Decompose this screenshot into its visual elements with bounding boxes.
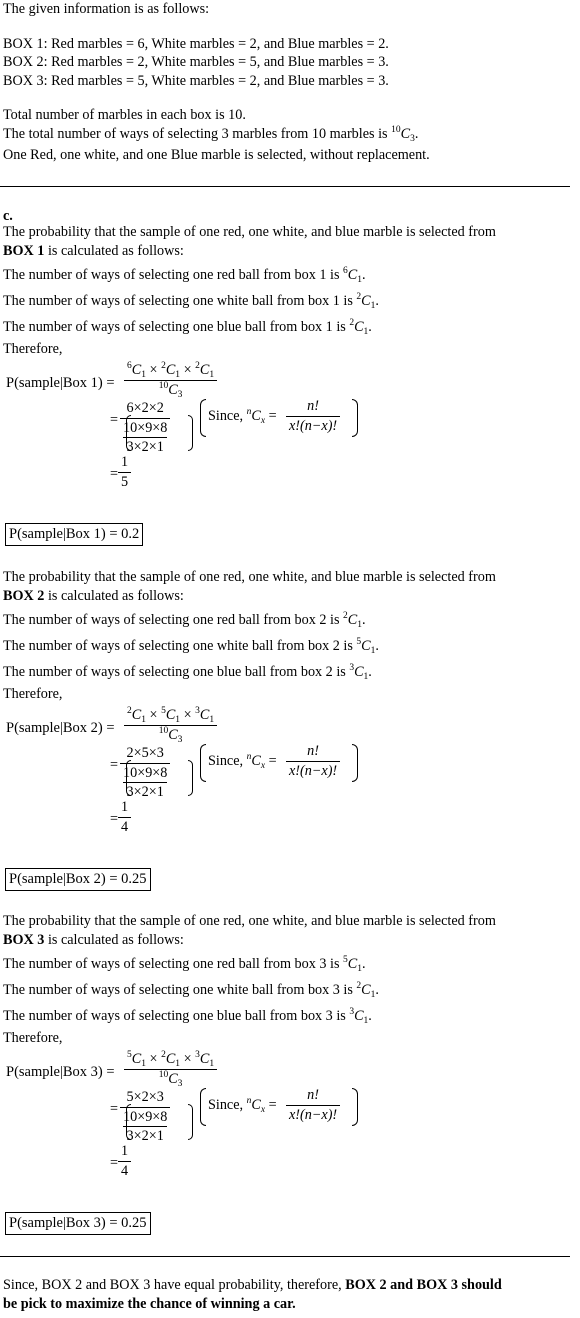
ways-list bbox=[3, 607, 573, 704]
probability-intro: The probability that the sample of one red, one white, and blue marble is selected from BOX 3 is calculated as follows: bbox=[3, 913, 496, 948]
ways-list bbox=[3, 951, 573, 1048]
therefore: Therefore, bbox=[3, 686, 63, 702]
since-formula-fraction: $\frac{n!}{x!(n-x)!}$ bbox=[286, 397, 340, 435]
conclusion-line-2: be pick to maximize the chance of winning a car. bbox=[3, 1295, 296, 1312]
given-heading: The given information is as follows: bbox=[3, 1, 210, 17]
equals-sign: = bbox=[110, 811, 119, 827]
combination-fraction: $\frac{^5C_1 \times ^2C_1 \times ^3C_1}{^{10}C_3}$ bbox=[124, 1050, 217, 1088]
bracket bbox=[126, 760, 131, 796]
combination-fraction: $\frac{^2C_1 \times ^5C_1 \times ^3C_1}{^{10}C_3}$ bbox=[124, 706, 217, 744]
box-2-contents: BOX 2: Red marbles = 2, White marbles = 5, and Blue marbles = 3. bbox=[3, 54, 389, 70]
product-fraction: 5×2×3 10×9×8 3×2×1 bbox=[120, 1088, 170, 1146]
since-formula-label: Since, $^nC_x$ = bbox=[208, 1096, 277, 1115]
part-label: c. bbox=[3, 208, 13, 224]
since-formula-label: Since, $^nC_x$ = bbox=[208, 407, 277, 426]
equals-sign: = bbox=[110, 1101, 119, 1117]
equals-sign: = bbox=[110, 466, 119, 482]
probability-equation bbox=[0, 1050, 570, 1210]
simplified-fraction: $\frac{1}{4}$ bbox=[118, 798, 131, 836]
result-box: P(sample|Box 1) = 0.2 bbox=[5, 523, 143, 546]
product-fraction: 6×2×2 10×9×8 3×2×1 bbox=[120, 399, 170, 457]
bracket bbox=[352, 399, 358, 437]
white-ways: The number of ways of selecting one white ball from box 3 is $^2C_1$. bbox=[3, 981, 379, 1000]
probability-equation bbox=[0, 706, 570, 866]
total-ways: The total number of ways of selecting 3 marbles from 10 marbles is $^{10}C_3$. bbox=[3, 124, 419, 144]
box-name: BOX 3 bbox=[3, 931, 45, 948]
bracket bbox=[188, 760, 193, 796]
bracket bbox=[200, 1088, 206, 1126]
therefore: Therefore, bbox=[3, 341, 63, 357]
equals-sign: = bbox=[110, 412, 119, 428]
bracket bbox=[200, 399, 206, 437]
product-fraction: 2×5×3 10×9×8 3×2×1 bbox=[120, 744, 170, 802]
bracket bbox=[188, 415, 193, 451]
divider bbox=[0, 1256, 570, 1257]
result-box: P(sample|Box 3) = 0.25 bbox=[5, 1212, 151, 1235]
bracket bbox=[126, 1104, 131, 1140]
equals-sign: = bbox=[110, 1155, 119, 1171]
simplified-fraction: $\frac{1}{5}$ bbox=[118, 453, 131, 491]
box-3-contents: BOX 3: Red marbles = 5, White marbles = 2, and Blue marbles = 3. bbox=[3, 72, 389, 89]
probability-equation bbox=[0, 361, 570, 521]
since-formula-fraction: $\frac{n!}{x!(n-x)!}$ bbox=[286, 1086, 340, 1124]
therefore: Therefore, bbox=[3, 1030, 63, 1046]
bracket bbox=[200, 744, 206, 782]
blue-ways: The number of ways of selecting one blue ball from box 1 is $^2C_1$. bbox=[3, 318, 372, 337]
equals-sign: = bbox=[110, 757, 119, 773]
conclusion bbox=[3, 1276, 573, 1313]
selection-statement: One Red, one white, and one Blue marble is selected, without replacement. bbox=[3, 146, 430, 163]
simplified-fraction: $\frac{1}{4}$ bbox=[118, 1142, 131, 1180]
conclusion-line-1: Since, BOX 2 and BOX 3 have equal probability, therefore, BOX 2 and BOX 3 should bbox=[3, 1277, 502, 1293]
since-formula-label: Since, $^nC_x$ = bbox=[208, 752, 277, 771]
divider bbox=[0, 186, 570, 187]
combination-fraction: $\frac{^6C_1 \times ^2C_1 \times ^2C_1}{^{10}C_3}$ bbox=[124, 361, 217, 399]
equation-lhs: P(sample|Box 3) = bbox=[6, 1064, 115, 1080]
red-ways: The number of ways of selecting one red ball from box 2 is $^2C_1$. bbox=[3, 611, 366, 630]
red-ways: The number of ways of selecting one red ball from box 3 is $^5C_1$. bbox=[3, 955, 366, 974]
blue-ways: The number of ways of selecting one blue ball from box 3 is $^3C_1$. bbox=[3, 1007, 372, 1026]
probability-intro: The probability that the sample of one red, one white, and blue marble is selected from BOX 1 is calculated as follows: bbox=[3, 224, 496, 259]
ways-list bbox=[3, 262, 573, 359]
equation-lhs: P(sample|Box 1) = bbox=[6, 375, 115, 391]
since-formula-fraction: $\frac{n!}{x!(n-x)!}$ bbox=[286, 742, 340, 780]
blue-ways: The number of ways of selecting one blue ball from box 2 is $^3C_1$. bbox=[3, 663, 372, 682]
bracket bbox=[352, 744, 358, 782]
box-name: BOX 2 bbox=[3, 587, 45, 604]
total-marbles: Total number of marbles in each box is 10. bbox=[3, 107, 246, 123]
bracket bbox=[352, 1088, 358, 1126]
bracket bbox=[188, 1104, 193, 1140]
red-ways: The number of ways of selecting one red ball from box 1 is $^6C_1$. bbox=[3, 266, 366, 285]
equation-lhs: P(sample|Box 2) = bbox=[6, 720, 115, 736]
given-information bbox=[3, 0, 573, 164]
white-ways: The number of ways of selecting one white ball from box 1 is $^2C_1$. bbox=[3, 292, 379, 311]
box-1-contents: BOX 1: Red marbles = 6, White marbles = 2, and Blue marbles = 2. bbox=[3, 35, 389, 52]
result-box: P(sample|Box 2) = 0.25 bbox=[5, 868, 151, 891]
bracket bbox=[126, 415, 131, 451]
box-name: BOX 1 bbox=[3, 242, 45, 259]
white-ways: The number of ways of selecting one white ball from box 2 is $^5C_1$. bbox=[3, 637, 379, 656]
probability-intro: The probability that the sample of one red, one white, and blue marble is selected from BOX 2 is calculated as follows: bbox=[3, 569, 496, 604]
